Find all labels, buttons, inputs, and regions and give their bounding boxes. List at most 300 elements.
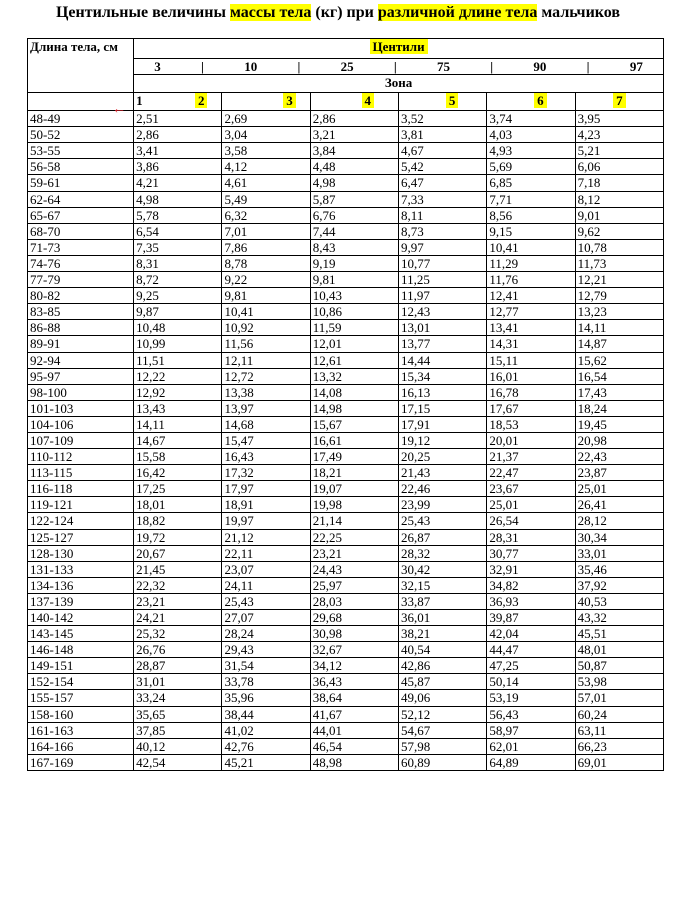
mass-value-cell: 40,53 bbox=[575, 593, 663, 609]
red-arrow-icon: ← bbox=[112, 102, 126, 117]
table-row bbox=[28, 481, 664, 497]
mass-value-cell: 37,85 bbox=[134, 722, 222, 738]
mass-value-cell: 8,12 bbox=[575, 191, 663, 207]
mass-value-cell: 24,43 bbox=[310, 561, 398, 577]
mass-value-cell: 14,67 bbox=[134, 432, 222, 448]
mass-value-cell: 12,21 bbox=[575, 272, 663, 288]
mass-value-cell: 32,91 bbox=[487, 561, 575, 577]
mass-value-cell: 52,12 bbox=[399, 706, 487, 722]
mass-value-cell: 8,72 bbox=[134, 272, 222, 288]
mass-value-cell: 28,32 bbox=[399, 545, 487, 561]
table-row bbox=[28, 416, 664, 432]
mass-value-cell: 3,58 bbox=[222, 143, 310, 159]
body-length-cell: 107-109 bbox=[28, 432, 134, 448]
mass-value-cell: 14,11 bbox=[575, 320, 663, 336]
mass-value-cell: 23,07 bbox=[222, 561, 310, 577]
mass-value-cell: 13,41 bbox=[487, 320, 575, 336]
mass-value-cell: 18,91 bbox=[222, 497, 310, 513]
table-row bbox=[28, 722, 664, 738]
mass-value-cell: 7,71 bbox=[487, 191, 575, 207]
mass-value-cell: 18,24 bbox=[575, 400, 663, 416]
mass-value-cell: 3,81 bbox=[399, 127, 487, 143]
mass-value-cell: 45,21 bbox=[222, 754, 310, 770]
zone-cell-6 bbox=[487, 93, 575, 111]
mass-value-cell: 6,54 bbox=[134, 223, 222, 239]
mass-value-cell: 14,11 bbox=[134, 416, 222, 432]
mass-value-cell: 18,82 bbox=[134, 513, 222, 529]
mass-value-cell: 12,41 bbox=[487, 288, 575, 304]
mass-value-cell: 28,12 bbox=[575, 513, 663, 529]
mass-value-cell: 5,87 bbox=[310, 191, 398, 207]
table-row bbox=[28, 529, 664, 545]
percentile-75: 75 bbox=[437, 59, 450, 74]
mass-value-cell: 11,56 bbox=[222, 336, 310, 352]
mass-value-cell: 50,14 bbox=[487, 674, 575, 690]
table-row bbox=[28, 706, 664, 722]
mass-value-cell: 21,43 bbox=[399, 465, 487, 481]
mass-value-cell: 12,92 bbox=[134, 384, 222, 400]
centile-table bbox=[27, 38, 664, 771]
mass-value-cell: 23,21 bbox=[310, 545, 398, 561]
mass-value-cell: 26,54 bbox=[487, 513, 575, 529]
mass-value-cell: 17,49 bbox=[310, 449, 398, 465]
zone-cell-5 bbox=[399, 93, 487, 111]
mass-value-cell: 28,03 bbox=[310, 593, 398, 609]
mass-value-cell: 7,33 bbox=[399, 191, 487, 207]
mass-value-cell: 17,32 bbox=[222, 465, 310, 481]
zone-2: 2 bbox=[195, 93, 208, 108]
percentile-25: 25 bbox=[340, 59, 354, 74]
mass-value-cell: 60,89 bbox=[399, 754, 487, 770]
mass-value-cell: 38,21 bbox=[399, 626, 487, 642]
body-length-cell: 74-76 bbox=[28, 255, 134, 271]
zone-1: 1 bbox=[136, 93, 143, 109]
table-row bbox=[28, 223, 664, 239]
mass-value-cell: 36,93 bbox=[487, 593, 575, 609]
mass-value-cell: 19,98 bbox=[310, 497, 398, 513]
table-row bbox=[28, 368, 664, 384]
mass-value-cell: 25,01 bbox=[575, 481, 663, 497]
title-part-2: (кг) при bbox=[311, 4, 378, 21]
mass-value-cell: 41,02 bbox=[222, 722, 310, 738]
body-length-cell: 62-64 bbox=[28, 191, 134, 207]
mass-value-cell: 25,43 bbox=[222, 593, 310, 609]
mass-value-cell: 6,32 bbox=[222, 207, 310, 223]
mass-value-cell: 22,47 bbox=[487, 465, 575, 481]
mass-value-cell: 12,01 bbox=[310, 336, 398, 352]
table-row bbox=[28, 593, 664, 609]
mass-value-cell: 5,42 bbox=[399, 159, 487, 175]
zone-cell-4 bbox=[310, 93, 398, 111]
body-length-cell: 155-157 bbox=[28, 690, 134, 706]
table-row bbox=[28, 320, 664, 336]
mass-value-cell: 7,44 bbox=[310, 223, 398, 239]
mass-value-cell: 12,43 bbox=[399, 304, 487, 320]
body-length-cell: 80-82 bbox=[28, 288, 134, 304]
mass-value-cell: 14,87 bbox=[575, 336, 663, 352]
mass-value-cell: 48,01 bbox=[575, 642, 663, 658]
body-length-cell: 68-70 bbox=[28, 223, 134, 239]
mass-value-cell: 28,31 bbox=[487, 529, 575, 545]
mass-value-cell: 11,25 bbox=[399, 272, 487, 288]
mass-value-cell: 20,98 bbox=[575, 432, 663, 448]
table-row bbox=[28, 127, 664, 143]
mass-value-cell: 10,86 bbox=[310, 304, 398, 320]
mass-value-cell: 29,68 bbox=[310, 610, 398, 626]
mass-value-cell: 31,01 bbox=[134, 674, 222, 690]
body-length-cell: 86-88 bbox=[28, 320, 134, 336]
mass-value-cell: 16,78 bbox=[487, 384, 575, 400]
mass-value-cell: 4,48 bbox=[310, 159, 398, 175]
table-row bbox=[28, 658, 664, 674]
mass-value-cell: 16,01 bbox=[487, 368, 575, 384]
mass-value-cell: 22,46 bbox=[399, 481, 487, 497]
mass-value-cell: 53,19 bbox=[487, 690, 575, 706]
table-row bbox=[28, 288, 664, 304]
mass-value-cell: 33,87 bbox=[399, 593, 487, 609]
percentile-10: 10 bbox=[244, 59, 258, 74]
mass-value-cell: 25,43 bbox=[399, 513, 487, 529]
mass-value-cell: 2,51 bbox=[134, 111, 222, 127]
mass-value-cell: 11,59 bbox=[310, 320, 398, 336]
title-highlight-body-mass: массы тела bbox=[229, 4, 312, 21]
mass-value-cell: 9,87 bbox=[134, 304, 222, 320]
mass-value-cell: 33,24 bbox=[134, 690, 222, 706]
mass-value-cell: 15,47 bbox=[222, 432, 310, 448]
mass-value-cell: 18,01 bbox=[134, 497, 222, 513]
mass-value-cell: 38,64 bbox=[310, 690, 398, 706]
mass-value-cell: 27,07 bbox=[222, 610, 310, 626]
mass-value-cell: 9,22 bbox=[222, 272, 310, 288]
mass-value-cell: 10,77 bbox=[399, 255, 487, 271]
body-length-cell: 146-148 bbox=[28, 642, 134, 658]
mass-value-cell: 26,87 bbox=[399, 529, 487, 545]
mass-value-cell: 21,45 bbox=[134, 561, 222, 577]
mass-value-cell: 11,73 bbox=[575, 255, 663, 271]
mass-value-cell: 17,91 bbox=[399, 416, 487, 432]
table-row bbox=[28, 754, 664, 770]
table-row bbox=[28, 610, 664, 626]
mass-value-cell: 4,12 bbox=[222, 159, 310, 175]
title-highlight-body-length: различной длине тела bbox=[377, 4, 538, 21]
mass-value-cell: 8,78 bbox=[222, 255, 310, 271]
mass-value-cell: 14,68 bbox=[222, 416, 310, 432]
mass-value-cell: 3,84 bbox=[310, 143, 398, 159]
mass-value-cell: 16,13 bbox=[399, 384, 487, 400]
mass-value-cell: 19,72 bbox=[134, 529, 222, 545]
mass-value-cell: 7,35 bbox=[134, 239, 222, 255]
mass-value-cell: 40,12 bbox=[134, 738, 222, 754]
table-row bbox=[28, 255, 664, 271]
mass-value-cell: 11,97 bbox=[399, 288, 487, 304]
mass-value-cell: 46,54 bbox=[310, 738, 398, 754]
table-row bbox=[28, 304, 664, 320]
mass-value-cell: 3,04 bbox=[222, 127, 310, 143]
mass-value-cell: 44,47 bbox=[487, 642, 575, 658]
page-title bbox=[0, 3, 676, 23]
table-row bbox=[28, 239, 664, 255]
mass-value-cell: 6,47 bbox=[399, 175, 487, 191]
mass-value-cell: 23,21 bbox=[134, 593, 222, 609]
mass-value-cell: 13,77 bbox=[399, 336, 487, 352]
mass-value-cell: 21,37 bbox=[487, 449, 575, 465]
body-length-cell: 161-163 bbox=[28, 722, 134, 738]
mass-value-cell: 14,44 bbox=[399, 352, 487, 368]
zone-3: 3 bbox=[283, 93, 296, 108]
mass-value-cell: 20,67 bbox=[134, 545, 222, 561]
mass-value-cell: 42,54 bbox=[134, 754, 222, 770]
mass-value-cell: 49,06 bbox=[399, 690, 487, 706]
mass-value-cell: 4,93 bbox=[487, 143, 575, 159]
mass-value-cell: 32,15 bbox=[399, 577, 487, 593]
header-centiles bbox=[134, 39, 664, 59]
mass-value-cell: 31,54 bbox=[222, 658, 310, 674]
zone-5: 5 bbox=[446, 93, 459, 108]
table-row bbox=[28, 272, 664, 288]
mass-value-cell: 38,44 bbox=[222, 706, 310, 722]
body-length-cell: 158-160 bbox=[28, 706, 134, 722]
mass-value-cell: 29,43 bbox=[222, 642, 310, 658]
table-row bbox=[28, 207, 664, 223]
body-length-cell: 71-73 bbox=[28, 239, 134, 255]
mass-value-cell: 9,19 bbox=[310, 255, 398, 271]
body-length-cell: 89-91 bbox=[28, 336, 134, 352]
mass-value-cell: 22,25 bbox=[310, 529, 398, 545]
mass-value-cell: 7,01 bbox=[222, 223, 310, 239]
table-row bbox=[28, 143, 664, 159]
body-length-cell: 122-124 bbox=[28, 513, 134, 529]
body-length-cell: 167-169 bbox=[28, 754, 134, 770]
zone-7: 7 bbox=[613, 93, 626, 108]
mass-value-cell: 24,21 bbox=[134, 610, 222, 626]
body-length-cell: 92-94 bbox=[28, 352, 134, 368]
mass-value-cell: 42,04 bbox=[487, 626, 575, 642]
mass-value-cell: 15,62 bbox=[575, 352, 663, 368]
mass-value-cell: 23,67 bbox=[487, 481, 575, 497]
mass-value-cell: 6,76 bbox=[310, 207, 398, 223]
table-row bbox=[28, 626, 664, 642]
body-length-cell: 152-154 bbox=[28, 674, 134, 690]
mass-value-cell: 10,41 bbox=[222, 304, 310, 320]
mass-value-cell: 13,23 bbox=[575, 304, 663, 320]
mass-value-cell: 34,82 bbox=[487, 577, 575, 593]
mass-value-cell: 18,21 bbox=[310, 465, 398, 481]
percentile-3: 3 bbox=[154, 59, 161, 74]
table-body bbox=[28, 111, 664, 771]
mass-value-cell: 53,98 bbox=[575, 674, 663, 690]
mass-value-cell: 41,67 bbox=[310, 706, 398, 722]
mass-value-cell: 37,92 bbox=[575, 577, 663, 593]
mass-value-cell: 45,87 bbox=[399, 674, 487, 690]
zone-cell-7 bbox=[575, 93, 663, 111]
mass-value-cell: 19,12 bbox=[399, 432, 487, 448]
mass-value-cell: 23,87 bbox=[575, 465, 663, 481]
mass-value-cell: 11,76 bbox=[487, 272, 575, 288]
table-row bbox=[28, 191, 664, 207]
percentile-97: 97 bbox=[629, 59, 643, 74]
table-row bbox=[28, 175, 664, 191]
mass-value-cell: 14,08 bbox=[310, 384, 398, 400]
title-part-1: Центильные величины bbox=[55, 4, 230, 21]
mass-value-cell: 4,61 bbox=[222, 175, 310, 191]
mass-value-cell: 30,98 bbox=[310, 626, 398, 642]
mass-value-cell: 9,15 bbox=[487, 223, 575, 239]
mass-value-cell: 16,43 bbox=[222, 449, 310, 465]
mass-value-cell: 42,76 bbox=[222, 738, 310, 754]
mass-value-cell: 57,01 bbox=[575, 690, 663, 706]
mass-value-cell: 18,53 bbox=[487, 416, 575, 432]
mass-value-cell: 14,31 bbox=[487, 336, 575, 352]
mass-value-cell: 16,42 bbox=[134, 465, 222, 481]
mass-value-cell: 26,76 bbox=[134, 642, 222, 658]
mass-value-cell: 57,98 bbox=[399, 738, 487, 754]
mass-value-cell: 63,11 bbox=[575, 722, 663, 738]
mass-value-cell: 36,01 bbox=[399, 610, 487, 626]
table-row bbox=[28, 400, 664, 416]
header-centiles-label: Центили bbox=[370, 39, 428, 54]
mass-value-cell: 13,38 bbox=[222, 384, 310, 400]
mass-value-cell: 12,79 bbox=[575, 288, 663, 304]
mass-value-cell: 21,12 bbox=[222, 529, 310, 545]
body-length-cell: 50-52 bbox=[28, 127, 134, 143]
body-length-cell: 140-142 bbox=[28, 610, 134, 626]
zone-cell-3 bbox=[222, 93, 310, 111]
body-length-cell: 116-118 bbox=[28, 481, 134, 497]
mass-value-cell: 16,61 bbox=[310, 432, 398, 448]
mass-value-cell: 24,11 bbox=[222, 577, 310, 593]
body-length-cell: 125-127 bbox=[28, 529, 134, 545]
mass-value-cell: 2,86 bbox=[310, 111, 398, 127]
mass-value-cell: 40,54 bbox=[399, 642, 487, 658]
body-length-cell: 128-130 bbox=[28, 545, 134, 561]
mass-value-cell: 10,99 bbox=[134, 336, 222, 352]
mass-value-cell: 3,41 bbox=[134, 143, 222, 159]
mass-value-cell: 11,29 bbox=[487, 255, 575, 271]
mass-value-cell: 9,25 bbox=[134, 288, 222, 304]
mass-value-cell: 7,86 bbox=[222, 239, 310, 255]
mass-value-cell: 26,41 bbox=[575, 497, 663, 513]
mass-value-cell: 10,41 bbox=[487, 239, 575, 255]
mass-value-cell: 4,23 bbox=[575, 127, 663, 143]
mass-value-cell: 32,67 bbox=[310, 642, 398, 658]
mass-value-cell: 17,43 bbox=[575, 384, 663, 400]
mass-value-cell: 21,14 bbox=[310, 513, 398, 529]
mass-value-cell: 22,32 bbox=[134, 577, 222, 593]
body-length-cell: 95-97 bbox=[28, 368, 134, 384]
mass-value-cell: 5,78 bbox=[134, 207, 222, 223]
mass-value-cell: 3,21 bbox=[310, 127, 398, 143]
mass-value-cell: 17,97 bbox=[222, 481, 310, 497]
mass-value-cell: 10,43 bbox=[310, 288, 398, 304]
mass-value-cell: 20,25 bbox=[399, 449, 487, 465]
mass-value-cell: 42,86 bbox=[399, 658, 487, 674]
mass-value-cell: 13,43 bbox=[134, 400, 222, 416]
mass-value-cell: 48,98 bbox=[310, 754, 398, 770]
percentile-90: 90 bbox=[533, 59, 547, 74]
mass-value-cell: 25,32 bbox=[134, 626, 222, 642]
table-row bbox=[28, 674, 664, 690]
mass-value-cell: 10,78 bbox=[575, 239, 663, 255]
mass-value-cell: 56,43 bbox=[487, 706, 575, 722]
table-row bbox=[28, 432, 664, 448]
mass-value-cell: 58,97 bbox=[487, 722, 575, 738]
mass-value-cell: 4,98 bbox=[310, 175, 398, 191]
mass-value-cell: 13,32 bbox=[310, 368, 398, 384]
mass-value-cell: 33,78 bbox=[222, 674, 310, 690]
body-length-cell: 53-55 bbox=[28, 143, 134, 159]
mass-value-cell: 10,48 bbox=[134, 320, 222, 336]
title-part-3: мальчиков bbox=[537, 4, 621, 21]
mass-value-cell: 15,34 bbox=[399, 368, 487, 384]
mass-value-cell: 5,21 bbox=[575, 143, 663, 159]
mass-value-cell: 4,98 bbox=[134, 191, 222, 207]
mass-value-cell: 13,01 bbox=[399, 320, 487, 336]
mass-value-cell: 12,22 bbox=[134, 368, 222, 384]
mass-value-cell: 3,95 bbox=[575, 111, 663, 127]
mass-value-cell: 64,89 bbox=[487, 754, 575, 770]
mass-value-cell: 15,58 bbox=[134, 449, 222, 465]
body-length-cell: 113-115 bbox=[28, 465, 134, 481]
mass-value-cell: 8,31 bbox=[134, 255, 222, 271]
mass-value-cell: 17,25 bbox=[134, 481, 222, 497]
mass-value-cell: 9,97 bbox=[399, 239, 487, 255]
mass-value-cell: 3,52 bbox=[399, 111, 487, 127]
mass-value-cell: 35,46 bbox=[575, 561, 663, 577]
mass-value-cell: 9,01 bbox=[575, 207, 663, 223]
mass-value-cell: 17,15 bbox=[399, 400, 487, 416]
mass-value-cell: 4,03 bbox=[487, 127, 575, 143]
mass-value-cell: 19,07 bbox=[310, 481, 398, 497]
body-length-cell: 65-67 bbox=[28, 207, 134, 223]
mass-value-cell: 23,99 bbox=[399, 497, 487, 513]
table-row bbox=[28, 384, 664, 400]
mass-value-cell: 30,34 bbox=[575, 529, 663, 545]
body-length-cell: 48-49 bbox=[28, 111, 134, 127]
mass-value-cell: 8,56 bbox=[487, 207, 575, 223]
mass-value-cell: 39,87 bbox=[487, 610, 575, 626]
mass-value-cell: 44,01 bbox=[310, 722, 398, 738]
mass-value-cell: 14,98 bbox=[310, 400, 398, 416]
mass-value-cell: 8,43 bbox=[310, 239, 398, 255]
mass-value-cell: 15,11 bbox=[487, 352, 575, 368]
mass-value-cell: 6,85 bbox=[487, 175, 575, 191]
mass-value-cell: 15,67 bbox=[310, 416, 398, 432]
mass-value-cell: 28,24 bbox=[222, 626, 310, 642]
mass-value-cell: 25,01 bbox=[487, 497, 575, 513]
mass-value-cell: 5,49 bbox=[222, 191, 310, 207]
mass-value-cell: 2,69 bbox=[222, 111, 310, 127]
mass-value-cell: 3,86 bbox=[134, 159, 222, 175]
zone-6: 6 bbox=[534, 93, 547, 108]
mass-value-cell: 62,01 bbox=[487, 738, 575, 754]
mass-value-cell: 9,81 bbox=[222, 288, 310, 304]
header-body-length: Длина тела, см bbox=[28, 39, 134, 93]
mass-value-cell: 9,81 bbox=[310, 272, 398, 288]
mass-value-cell: 10,92 bbox=[222, 320, 310, 336]
table-row bbox=[28, 738, 664, 754]
mass-value-cell: 30,77 bbox=[487, 545, 575, 561]
mass-value-cell: 22,11 bbox=[222, 545, 310, 561]
body-length-cell: 77-79 bbox=[28, 272, 134, 288]
body-length-cell: 149-151 bbox=[28, 658, 134, 674]
mass-value-cell: 4,21 bbox=[134, 175, 222, 191]
table-row bbox=[28, 159, 664, 175]
mass-value-cell: 45,51 bbox=[575, 626, 663, 642]
zone-4: 4 bbox=[362, 93, 375, 108]
body-length-cell: 143-145 bbox=[28, 626, 134, 642]
mass-value-cell: 35,65 bbox=[134, 706, 222, 722]
body-length-cell: 119-121 bbox=[28, 497, 134, 513]
